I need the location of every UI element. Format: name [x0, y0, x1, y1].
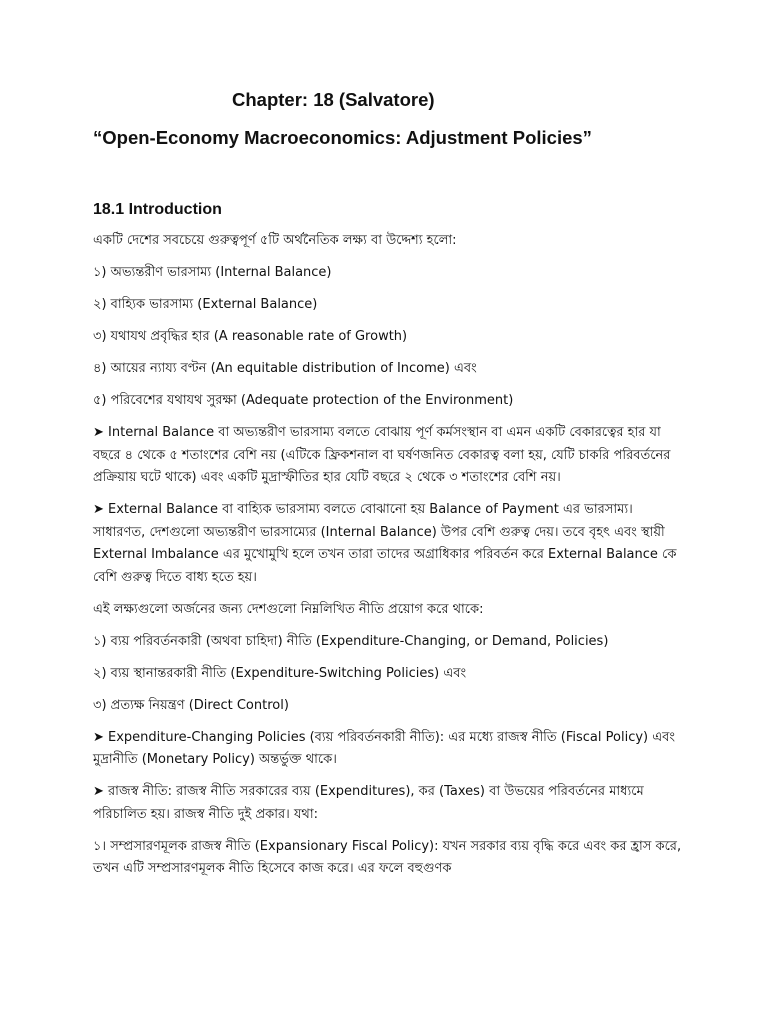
expansionary-fiscal-paragraph: ১। সম্প্রসারণমূলক রাজস্ব নীতি (Expansionary Fiscal Policy): যখন সরকার ব্যয় বৃদ্ধি করে এবং কর হ্রাস করে, তখন এটি সম্প্রসারণমূলক নীতি হিসেবে কাজ করে। এর ফলে বহুগুণক — [93, 838, 682, 876]
goal-item-4: ৪) আয়ের ন্যায্য বণ্টন (An equitable distribution of Income) এবং — [93, 361, 477, 376]
policies-intro-paragraph: এই লক্ষ্যগুলো অর্জনের জন্য দেশগুলো নিম্নলিখিত নীতি প্রয়োগ করে থাকে: — [93, 601, 484, 617]
expenditure-changing-paragraph: ➤ Expenditure-Changing Policies (ব্যয় পরিবর্তনকারী নীতি): এর মধ্যে রাজস্ব নীতি (Fiscal Policy) এবং মুদ্রানীতি (Monetary Policy) অন্তর্ভুক্ত থাকে। — [93, 729, 675, 767]
fiscal-policy-paragraph: ➤ রাজস্ব নীতি: রাজস্ব নীতি সরকারের ব্যয় (Expenditures), কর (Taxes) বা উভয়ের পরিবর্তনের মাধ্যমে পরিচালিত হয়। রাজস্ব নীতি দুই প্রকার। যথা: — [93, 784, 644, 822]
policy-item-3: ৩) প্রত্যক্ষ নিয়ন্ত্রণ (Direct Control) — [93, 697, 289, 713]
document-body — [93, 230, 683, 890]
intro-paragraph: একটি দেশের সবচেয়ে গুরুত্বপূর্ণ ৫টি অর্থনৈতিক লক্ষ্য বা উদ্দেশ্য হলো: — [93, 233, 457, 248]
chapter-title: Chapter: 18 (Salvatore) — [232, 89, 435, 110]
policy-item-2: ২) ব্যয় স্থানান্তরকারী নীতি (Expenditure-Switching Policies) এবং — [93, 665, 467, 681]
goal-item-2: ২) বাহ্যিক ভারসাম্য (External Balance) — [93, 297, 318, 312]
policy-item-1: ১) ব্যয় পরিবর্তনকারী (অথবা চাহিদা) নীতি (Expenditure-Changing, or Demand, Policies) — [93, 633, 609, 649]
goal-item-1: ১) অভ্যন্তরীণ ভারসাম্য (Internal Balance) — [93, 265, 332, 280]
goal-item-3: ৩) যথাযথ প্রবৃদ্ধির হার (A reasonable rate of Growth) — [93, 329, 408, 344]
chapter-subtitle: “Open-Economy Macroeconomics: Adjustment Policies” — [93, 127, 592, 148]
external-balance-paragraph: ➤ External Balance বা বাহ্যিক ভারসাম্য বলতে বোঝানো হয় Balance of Payment এর ভারসাম্য। সাধারণত, দেশগুলো অভ্যন্তরীণ ভারসাম্যের (Internal Balance) উপর বেশি গুরুত্ব দেয়। তবে বৃহৎ এবং স্থায়ী External Imbalance এর মুখোমুখি হলে তখন তারা তাদের অগ্রাধিকার পরিবর্তন করে External Balance কে বেশি গুরুত্ব দিতে বাধ্য হতে হয়। — [93, 502, 677, 585]
section-heading: 18.1 Introduction — [93, 201, 222, 218]
internal-balance-paragraph: ➤ Internal Balance বা অভ্যন্তরীণ ভারসাম্য বলতে বোঝায় পূর্ণ কর্মসংস্থান বা এমন একটি বেকারত্বের হার যা বছরে ৪ থেকে ৫ শতাংশের বেশি নয় (এটিকে ফ্রিকশনাল বা ঘর্ষণজনিত বেকারত্ব বলা হয়, যেটি চাকরি পরিবর্তনের প্রক্রিয়ায় ঘটে থাকে) এবং একটি মুদ্রাস্ফীতির হার যেটি বছরে ২ থেকে ৩ শতাংশের বেশি নয়। — [93, 425, 671, 485]
goal-item-5: ৫) পরিবেশের যথাযথ সুরক্ষা (Adequate protection of the Environment) — [93, 393, 514, 408]
